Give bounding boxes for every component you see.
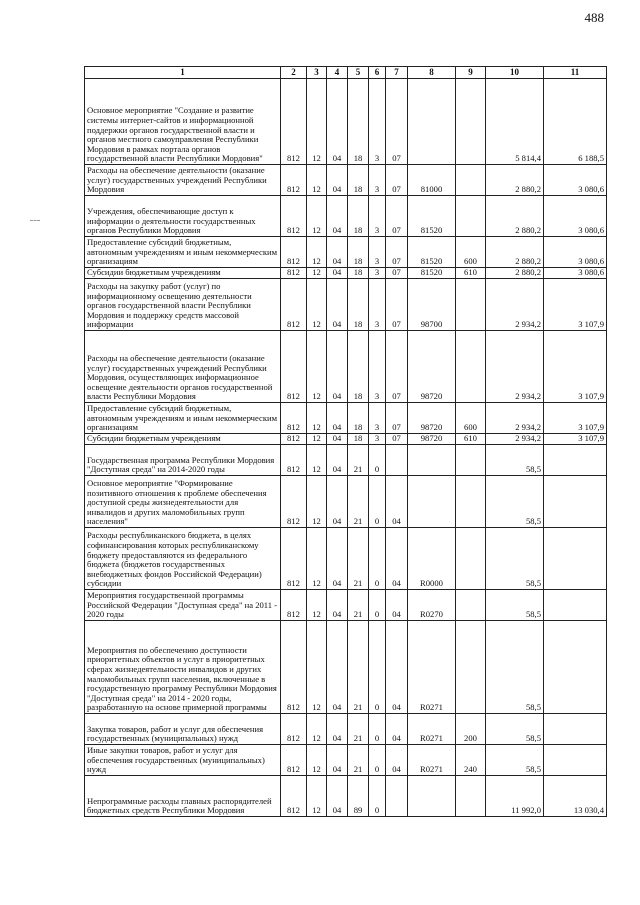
table-row <box>85 745 607 776</box>
subprogram-cell: 3 <box>369 268 386 279</box>
table-row <box>85 79 607 165</box>
row-name-cell: Мероприятия государственной программы Российской Федерации "Доступная среда" на 2011 - 2020 годы <box>85 590 281 621</box>
vr-cell: 600 <box>456 403 486 434</box>
subprogram-cell: 0 <box>369 621 386 714</box>
subprogram-cell: 0 <box>369 776 386 817</box>
page-number: 488 <box>584 10 604 25</box>
table-row <box>85 621 607 714</box>
program-cell: 18 <box>348 237 369 268</box>
subsection-cell: 04 <box>327 279 348 331</box>
program-cell: 18 <box>348 268 369 279</box>
grbs-cell: 812 <box>281 403 307 434</box>
amount-2019-cell: 3 080,6 <box>544 165 607 196</box>
direction-cell: R0270 <box>408 590 456 621</box>
subsection-cell: 04 <box>327 268 348 279</box>
table-row <box>85 268 607 279</box>
subprogram-cell: 3 <box>369 196 386 237</box>
event-cell: 07 <box>386 268 408 279</box>
amount-2019-cell <box>544 445 607 476</box>
amount-2019-cell: 3 107,9 <box>544 331 607 403</box>
vr-cell <box>456 776 486 817</box>
amount-2018-cell: 2 880,2 <box>486 165 544 196</box>
table-row <box>85 445 607 476</box>
amount-2019-cell: 3 107,9 <box>544 279 607 331</box>
event-cell: 07 <box>386 331 408 403</box>
grbs-cell: 812 <box>281 445 307 476</box>
table-row <box>85 714 607 745</box>
header-cell: 8 <box>408 67 456 79</box>
section-cell: 12 <box>307 445 327 476</box>
vr-cell <box>456 279 486 331</box>
row-name-cell: Расходы республиканского бюджета, в целях софинансирования которых республиканскому бюджету предоставляются из федерального бюджета (бюджетов государственных внебюджетных фондов Российской Федерации) субсидии <box>85 528 281 590</box>
amount-2018-cell: 58,5 <box>486 528 544 590</box>
table-row <box>85 403 607 434</box>
row-name-cell: Субсидии бюджетным учреждениям <box>85 434 281 445</box>
direction-cell <box>408 79 456 165</box>
header-cell: 4 <box>327 67 348 79</box>
event-cell: 04 <box>386 590 408 621</box>
amount-2018-cell: 11 992,0 <box>486 776 544 817</box>
subsection-cell: 04 <box>327 196 348 237</box>
header-cell: 11 <box>544 67 607 79</box>
amount-2019-cell <box>544 621 607 714</box>
subprogram-cell: 0 <box>369 714 386 745</box>
section-cell: 12 <box>307 476 327 528</box>
direction-cell <box>408 476 456 528</box>
amount-2018-cell: 2 880,2 <box>486 237 544 268</box>
direction-cell: 81520 <box>408 268 456 279</box>
program-cell: 21 <box>348 476 369 528</box>
grbs-cell: 812 <box>281 279 307 331</box>
row-name-cell: Непрограммные расходы главных распорядителей бюджетных средств Республики Мордовия <box>85 776 281 817</box>
event-cell: 07 <box>386 237 408 268</box>
subsection-cell: 04 <box>327 590 348 621</box>
subsection-cell: 04 <box>327 745 348 776</box>
grbs-cell: 812 <box>281 331 307 403</box>
amount-2018-cell: 58,5 <box>486 445 544 476</box>
direction-cell <box>408 776 456 817</box>
subsection-cell: 04 <box>327 621 348 714</box>
vr-cell <box>456 165 486 196</box>
amount-2019-cell <box>544 714 607 745</box>
header-cell: 6 <box>369 67 386 79</box>
event-cell: 07 <box>386 279 408 331</box>
grbs-cell: 812 <box>281 528 307 590</box>
section-cell: 12 <box>307 237 327 268</box>
subsection-cell: 04 <box>327 776 348 817</box>
section-cell: 12 <box>307 196 327 237</box>
table-row <box>85 528 607 590</box>
table-row <box>85 196 607 237</box>
subsection-cell: 04 <box>327 528 348 590</box>
amount-2018-cell: 58,5 <box>486 621 544 714</box>
row-name-cell: Предоставление субсидий бюджетным, автономным учреждениям и иным некоммерческим организациям <box>85 237 281 268</box>
direction-cell: R0000 <box>408 528 456 590</box>
section-cell: 12 <box>307 714 327 745</box>
subsection-cell: 04 <box>327 331 348 403</box>
vr-cell: 610 <box>456 434 486 445</box>
program-cell: 21 <box>348 528 369 590</box>
vr-cell: 200 <box>456 714 486 745</box>
vr-cell: 240 <box>456 745 486 776</box>
vr-cell <box>456 621 486 714</box>
subprogram-cell: 3 <box>369 331 386 403</box>
grbs-cell: 812 <box>281 165 307 196</box>
amount-2018-cell: 2 934,2 <box>486 279 544 331</box>
subprogram-cell: 0 <box>369 445 386 476</box>
grbs-cell: 812 <box>281 268 307 279</box>
amount-2019-cell: 3 080,6 <box>544 196 607 237</box>
direction-cell: 98720 <box>408 434 456 445</box>
program-cell: 18 <box>348 279 369 331</box>
event-cell <box>386 776 408 817</box>
grbs-cell: 812 <box>281 776 307 817</box>
vr-cell <box>456 445 486 476</box>
subsection-cell: 04 <box>327 476 348 528</box>
row-name-cell: Мероприятия по обеспечению доступности приоритетных объектов и услуг в приоритетных сферах жизнедеятельности инвалидов и других маломобильных групп населения, включенные в государственную программу Республики Мордовия "Доступная среда" на 2014 - 2020 годы, разработанную на основе примерной программы <box>85 621 281 714</box>
vr-cell: 600 <box>456 237 486 268</box>
vr-cell <box>456 196 486 237</box>
event-cell: 04 <box>386 745 408 776</box>
table-row <box>85 237 607 268</box>
grbs-cell: 812 <box>281 476 307 528</box>
subprogram-cell: 0 <box>369 476 386 528</box>
grbs-cell: 812 <box>281 434 307 445</box>
header-cell: 7 <box>386 67 408 79</box>
amount-2018-cell: 5 814,4 <box>486 79 544 165</box>
program-cell: 21 <box>348 445 369 476</box>
table-row <box>85 331 607 403</box>
amount-2019-cell: 3 107,9 <box>544 403 607 434</box>
header-cell: 1 <box>85 67 281 79</box>
event-cell: 04 <box>386 528 408 590</box>
table-row <box>85 776 607 817</box>
header-cell: 3 <box>307 67 327 79</box>
vr-cell <box>456 79 486 165</box>
table-row <box>85 476 607 528</box>
direction-cell <box>408 445 456 476</box>
subprogram-cell: 0 <box>369 590 386 621</box>
event-cell <box>386 445 408 476</box>
table-row <box>85 434 607 445</box>
margin-mark <box>30 220 40 222</box>
program-cell: 21 <box>348 714 369 745</box>
grbs-cell: 812 <box>281 621 307 714</box>
amount-2019-cell <box>544 476 607 528</box>
section-cell: 12 <box>307 590 327 621</box>
program-cell: 18 <box>348 165 369 196</box>
row-name-cell: Предоставление субсидий бюджетным, автономным учреждениям и иным некоммерческим организациям <box>85 403 281 434</box>
event-cell: 07 <box>386 79 408 165</box>
row-name-cell: Государственная программа Республики Мордовия "Доступная среда" на 2014-2020 годы <box>85 445 281 476</box>
direction-cell: 81000 <box>408 165 456 196</box>
vr-cell <box>456 476 486 528</box>
amount-2018-cell: 58,5 <box>486 714 544 745</box>
subsection-cell: 04 <box>327 403 348 434</box>
amount-2018-cell: 2 934,2 <box>486 331 544 403</box>
event-cell: 07 <box>386 434 408 445</box>
section-cell: 12 <box>307 279 327 331</box>
subsection-cell: 04 <box>327 237 348 268</box>
direction-cell: 81520 <box>408 237 456 268</box>
subprogram-cell: 3 <box>369 434 386 445</box>
direction-cell: R0271 <box>408 621 456 714</box>
subsection-cell: 04 <box>327 434 348 445</box>
row-name-cell: Основное мероприятие "Создание и развитие системы интернет-сайтов и информационной поддержки органов государственной власти и органов местного самоуправления Республики Мордовия в рамках портала органов государственной власти Республики Мордовия" <box>85 79 281 165</box>
amount-2019-cell: 13 030,4 <box>544 776 607 817</box>
amount-2018-cell: 2 934,2 <box>486 403 544 434</box>
amount-2019-cell <box>544 745 607 776</box>
program-cell: 18 <box>348 403 369 434</box>
vr-cell <box>456 590 486 621</box>
amount-2018-cell: 58,5 <box>486 745 544 776</box>
row-name-cell: Расходы на обеспечение деятельности (оказание услуг) государственных учреждений Республики Мордовия <box>85 165 281 196</box>
subsection-cell: 04 <box>327 165 348 196</box>
subprogram-cell: 3 <box>369 165 386 196</box>
program-cell: 21 <box>348 621 369 714</box>
section-cell: 12 <box>307 776 327 817</box>
row-name-cell: Основное мероприятие "Формирование позитивного отношения к проблеме обеспечения доступной среды жизнедеятельности для инвалидов и других маломобильных групп населения" <box>85 476 281 528</box>
section-cell: 12 <box>307 331 327 403</box>
direction-cell: 98700 <box>408 279 456 331</box>
event-cell: 07 <box>386 165 408 196</box>
section-cell: 12 <box>307 528 327 590</box>
amount-2019-cell <box>544 590 607 621</box>
section-cell: 12 <box>307 745 327 776</box>
subprogram-cell: 3 <box>369 237 386 268</box>
amount-2018-cell: 2 934,2 <box>486 434 544 445</box>
program-cell: 18 <box>348 196 369 237</box>
subprogram-cell: 3 <box>369 279 386 331</box>
amount-2018-cell: 58,5 <box>486 590 544 621</box>
event-cell: 04 <box>386 621 408 714</box>
row-name-cell: Закупка товаров, работ и услуг для обеспечения государственных (муниципальных) нужд <box>85 714 281 745</box>
grbs-cell: 812 <box>281 79 307 165</box>
section-cell: 12 <box>307 165 327 196</box>
program-cell: 21 <box>348 590 369 621</box>
budget-table <box>84 66 607 817</box>
amount-2018-cell: 2 880,2 <box>486 268 544 279</box>
grbs-cell: 812 <box>281 590 307 621</box>
header-row <box>85 67 607 79</box>
amount-2019-cell <box>544 528 607 590</box>
table-row <box>85 279 607 331</box>
event-cell: 04 <box>386 714 408 745</box>
program-cell: 21 <box>348 745 369 776</box>
subprogram-cell: 3 <box>369 403 386 434</box>
amount-2019-cell: 6 188,5 <box>544 79 607 165</box>
row-name-cell: Расходы на обеспечение деятельности (оказание услуг) государственных учреждений Республики Мордовия, осуществляющих информационное освещение деятельности органов государственной власти Республики Мордовия <box>85 331 281 403</box>
header-cell: 10 <box>486 67 544 79</box>
vr-cell <box>456 528 486 590</box>
header-cell: 2 <box>281 67 307 79</box>
program-cell: 18 <box>348 79 369 165</box>
amount-2019-cell: 3 107,9 <box>544 434 607 445</box>
amount-2018-cell: 2 880,2 <box>486 196 544 237</box>
row-name-cell: Субсидии бюджетным учреждениям <box>85 268 281 279</box>
amount-2019-cell: 3 080,6 <box>544 268 607 279</box>
table-row <box>85 165 607 196</box>
direction-cell: R0271 <box>408 714 456 745</box>
program-cell: 18 <box>348 434 369 445</box>
subprogram-cell: 3 <box>369 79 386 165</box>
event-cell: 07 <box>386 403 408 434</box>
row-name-cell: Учреждения, обеспечивающие доступ к информации о деятельности государственных органов Республики Мордовия <box>85 196 281 237</box>
row-name-cell: Иные закупки товаров, работ и услуг для обеспечения государственных (муниципальных) нужд <box>85 745 281 776</box>
subsection-cell: 04 <box>327 714 348 745</box>
amount-2018-cell: 58,5 <box>486 476 544 528</box>
subprogram-cell: 0 <box>369 745 386 776</box>
section-cell: 12 <box>307 79 327 165</box>
header-cell: 9 <box>456 67 486 79</box>
subprogram-cell: 0 <box>369 528 386 590</box>
section-cell: 12 <box>307 268 327 279</box>
vr-cell <box>456 331 486 403</box>
direction-cell: 98720 <box>408 331 456 403</box>
program-cell: 18 <box>348 331 369 403</box>
program-cell: 89 <box>348 776 369 817</box>
direction-cell: R0271 <box>408 745 456 776</box>
row-name-cell: Расходы на закупку работ (услуг) по информационному освещению деятельности органов государственной власти Республики Мордовия и поддержку средств массовой информации <box>85 279 281 331</box>
table-row <box>85 590 607 621</box>
grbs-cell: 812 <box>281 714 307 745</box>
subsection-cell: 04 <box>327 445 348 476</box>
section-cell: 12 <box>307 403 327 434</box>
amount-2019-cell: 3 080,6 <box>544 237 607 268</box>
direction-cell: 81520 <box>408 196 456 237</box>
section-cell: 12 <box>307 621 327 714</box>
section-cell: 12 <box>307 434 327 445</box>
event-cell: 07 <box>386 196 408 237</box>
header-cell: 5 <box>348 67 369 79</box>
subsection-cell: 04 <box>327 79 348 165</box>
grbs-cell: 812 <box>281 196 307 237</box>
direction-cell: 98720 <box>408 403 456 434</box>
event-cell: 04 <box>386 476 408 528</box>
grbs-cell: 812 <box>281 745 307 776</box>
grbs-cell: 812 <box>281 237 307 268</box>
vr-cell: 610 <box>456 268 486 279</box>
